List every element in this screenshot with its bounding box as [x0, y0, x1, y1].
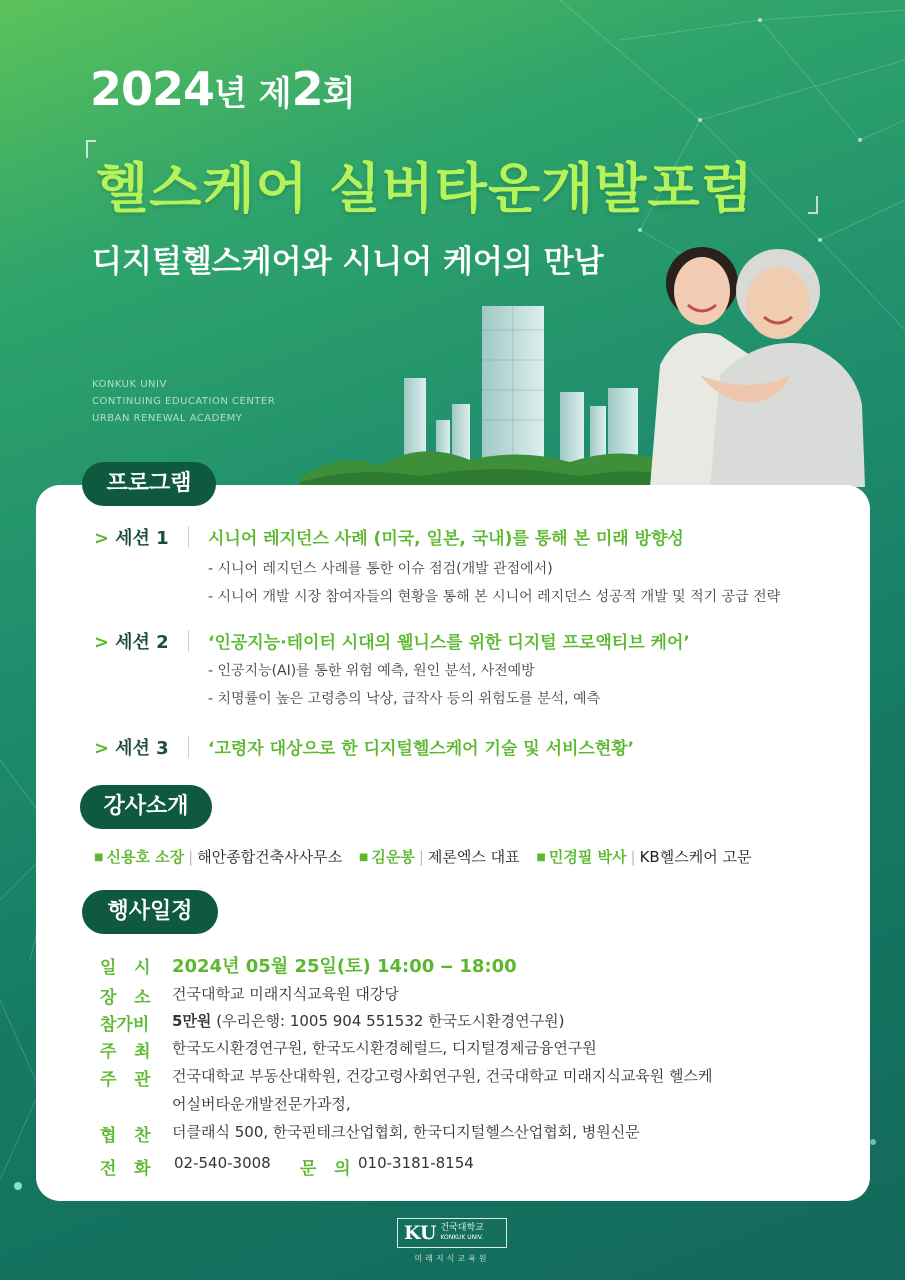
speaker-name: 민경필 박사 [548, 848, 627, 866]
session-title: ‘인공지능·테이터 시대의 웰니스를 위한 디지털 프로액티브 케어’ [208, 633, 690, 653]
logo-subtitle: 미래지식교육원 [414, 1254, 490, 1263]
sponsor-label: 협 찬 [100, 1126, 151, 1146]
session-bullet: - 인공지능(AI)를 통한 위험 예측, 원인 분석, 사전예방 [208, 663, 535, 679]
poster-header [0, 0, 905, 500]
fee-amount: 5만원 [172, 1012, 212, 1030]
forum-subtitle: 디지털헬스케어와 시니어 케어의 만남 [92, 244, 604, 280]
logo-box [397, 1218, 507, 1248]
edition-suffix: 회 [322, 74, 356, 114]
year-suffix: 년 제 [214, 74, 292, 114]
academy-line: URBAN RENEWAL ACADEMY [92, 413, 243, 424]
academy-caption [92, 376, 275, 427]
session-label: > 세션 1 [94, 528, 169, 549]
session-3 [94, 734, 854, 764]
senior-and-daughter-photo [640, 225, 865, 487]
session-label: > 세션 2 [94, 632, 169, 653]
speaker-item: ■ 민경필 박사 | KB헬스케어 고문 [536, 848, 752, 866]
forum-title: 헬스케어 실버타운개발포럼 [96, 157, 754, 220]
fee-account: (우리은행: 1005 904 551532 한국도시환경연구원) [211, 1012, 565, 1030]
inquiry-label: 문 의 [300, 1159, 351, 1179]
session-2 [94, 628, 854, 718]
speakers-list [94, 846, 751, 867]
city-skyline-illustration [300, 300, 660, 485]
session-bullet: - 시니어 개발 시장 참여자들의 현황을 통해 본 시니어 레지던스 성공적 개발 및 적기 공급 전략 [208, 589, 781, 605]
chevron-right-icon: > [94, 528, 110, 549]
date-label: 일 시 [100, 958, 151, 978]
academy-line: CONTINUING EDUCATION CENTER [92, 396, 276, 407]
session-1 [94, 524, 854, 614]
session-divider [188, 526, 189, 548]
place-value: 건국대학교 미래지식교육원 대강당 [172, 985, 399, 1003]
host-value: 한국도시환경연구원, 한국도시환경헤럴드, 디지털경제금융연구원 [172, 1039, 597, 1057]
host-label: 주 최 [100, 1042, 151, 1062]
logo-text [440, 1223, 483, 1243]
speaker-org: 제론엑스 대표 [427, 848, 520, 866]
sponsor-value: 더클래식 500, 한국핀테크산업협회, 한국디지털헬스산업협회, 병원신문 [172, 1123, 640, 1141]
place-label: 장 소 [100, 988, 151, 1008]
session-divider [188, 736, 189, 758]
schedule-heading: 행사일정 [82, 890, 218, 934]
bullet-dot-icon: ■ [358, 852, 369, 863]
phone-value: 02-540-3008 [174, 1154, 271, 1172]
speaker-org: KB헬스케어 고문 [639, 848, 752, 866]
logo-mark: KU [404, 1222, 437, 1244]
session-bullet: - 치명률이 높은 고령층의 낙상, 급작사 등의 위험도를 분석, 예측 [208, 691, 601, 707]
session-label: > 세션 3 [94, 738, 169, 759]
academy-line: KONKUK UNIV [92, 379, 167, 390]
title-bracket-left [86, 140, 96, 158]
session-bullet: - 시니어 레지던스 사례를 통한 이슈 점검(개발 관점에서) [208, 561, 553, 577]
title-bracket-right [808, 196, 818, 214]
inquiry-value: 010-3181-8154 [358, 1154, 474, 1172]
fee-label: 참가비 [100, 1015, 150, 1035]
logo-name: 건국대학교 [440, 1223, 484, 1233]
logo-name-en: KONKUK UNIV. [440, 1234, 484, 1241]
date-value: 2024년 05월 25일(토) 14:00 ‒ 18:00 [172, 956, 517, 977]
fee-value [172, 1010, 564, 1031]
chevron-right-icon: > [94, 632, 110, 653]
chevron-right-icon: > [94, 738, 110, 759]
speaker-item: ■ 신용호 소장 | 해안종합건축사사무소 [94, 848, 343, 866]
session-title: 시니어 레지던스 사례 (미국, 일본, 국내)를 통해 본 미래 방향성 [208, 529, 684, 549]
speakers-heading: 강사소개 [80, 785, 212, 829]
bullet-dot-icon: ■ [536, 852, 546, 863]
speaker-name: 신용호 소장 [106, 848, 185, 866]
speaker-item: ■ 김운봉 | 제론엑스 대표 [358, 848, 520, 866]
speaker-name: 김운봉 [371, 848, 415, 866]
event-year-edition [90, 62, 355, 116]
organizer-value-line-2: 어실버타운개발전문가과정, [172, 1095, 351, 1113]
bullet-dot-icon: ■ [94, 852, 104, 863]
phone-label: 전 화 [100, 1159, 151, 1179]
session-divider [188, 630, 189, 652]
edition-number: 2 [291, 62, 323, 116]
year-number: 2024 [90, 62, 215, 116]
organizer-label: 주 관 [100, 1070, 151, 1090]
program-heading: 프로그램 [82, 462, 216, 506]
speaker-org: 해안종합건축사사무소 [197, 848, 343, 866]
session-title: ‘고령자 대상으로 한 디지털헬스케어 기술 및 서비스현황’ [208, 739, 635, 759]
konkuk-logo [397, 1218, 507, 1264]
organizer-value-line-1: 건국대학교 부동산대학원, 건강고령사회연구원, 건국대학교 미래지식교육원 헬스케 [172, 1067, 713, 1085]
